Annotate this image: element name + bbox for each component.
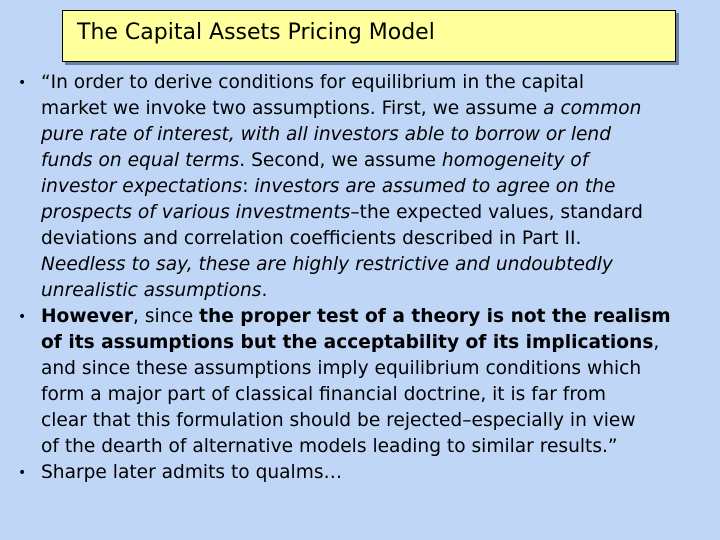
bullet-line xyxy=(41,408,718,434)
text-run: –the expected values, standard xyxy=(350,202,643,223)
bullet-line xyxy=(41,304,718,330)
bullet-line xyxy=(41,278,718,304)
text-run: However xyxy=(41,306,134,327)
text-run: , since xyxy=(133,306,200,327)
text-run: “In order to derive conditions for equilibrium in the capital xyxy=(41,72,584,93)
text-run: . xyxy=(261,280,268,301)
text-run: Sharpe later admits to qualms… xyxy=(41,462,343,483)
bullet-line xyxy=(41,174,718,200)
text-run: form a major part of classical financial doctrine, it is far from xyxy=(41,384,607,405)
text-run: pure rate of interest, with all investors able to borrow or lend xyxy=(41,124,612,145)
text-run: and since these assumptions imply equilibrium conditions which xyxy=(41,358,642,379)
text-run: deviations and correlation coefficients described in Part II. xyxy=(41,228,582,249)
bullet-item xyxy=(18,70,718,304)
slide-title-box xyxy=(62,10,676,62)
bullet-line xyxy=(41,70,718,96)
bullet-list xyxy=(18,70,718,486)
text-run: clear that this formulation should be rejected–especially in view xyxy=(41,410,636,431)
text-run: unrealistic assumptions xyxy=(41,280,262,301)
bullet-dot-icon: • xyxy=(18,309,27,325)
bullet-item xyxy=(18,304,718,460)
bullet-line xyxy=(41,148,718,174)
text-run: . Second, we assume xyxy=(239,150,442,171)
bullet-line xyxy=(41,252,718,278)
bullet-line xyxy=(41,460,718,486)
text-run: a common xyxy=(543,98,642,119)
bullet-line xyxy=(41,382,718,408)
text-run: : xyxy=(242,176,255,197)
bullet-line xyxy=(41,226,718,252)
text-run: homogeneity of xyxy=(441,150,589,171)
bullet-line xyxy=(41,434,718,460)
bullet-line xyxy=(41,356,718,382)
bullet-item xyxy=(18,460,718,486)
text-run: Needless to say, these are highly restrictive and undoubtedly xyxy=(41,254,613,275)
text-run: funds on equal terms xyxy=(41,150,240,171)
bullet-line xyxy=(41,200,718,226)
text-run: , xyxy=(653,332,660,353)
bullet-line xyxy=(41,96,718,122)
text-run: investors are assumed to agree on the xyxy=(254,176,616,197)
text-run: the proper test of a theory is not the realism xyxy=(199,306,671,327)
text-run: market we invoke two assumptions. First, we assume xyxy=(41,98,544,119)
text-run: investor expectations xyxy=(41,176,243,197)
text-run: of its assumptions but the acceptability of its implications xyxy=(41,332,654,353)
bullet-dot-icon: • xyxy=(18,465,27,481)
slide-title: The Capital Assets Pricing Model xyxy=(77,20,435,45)
bullet-line xyxy=(41,122,718,148)
text-run: prospects of various investments xyxy=(41,202,351,223)
text-run: of the dearth of alternative models leading to similar results.” xyxy=(41,436,618,457)
bullet-dot-icon: • xyxy=(18,75,27,91)
bullet-line xyxy=(41,330,718,356)
